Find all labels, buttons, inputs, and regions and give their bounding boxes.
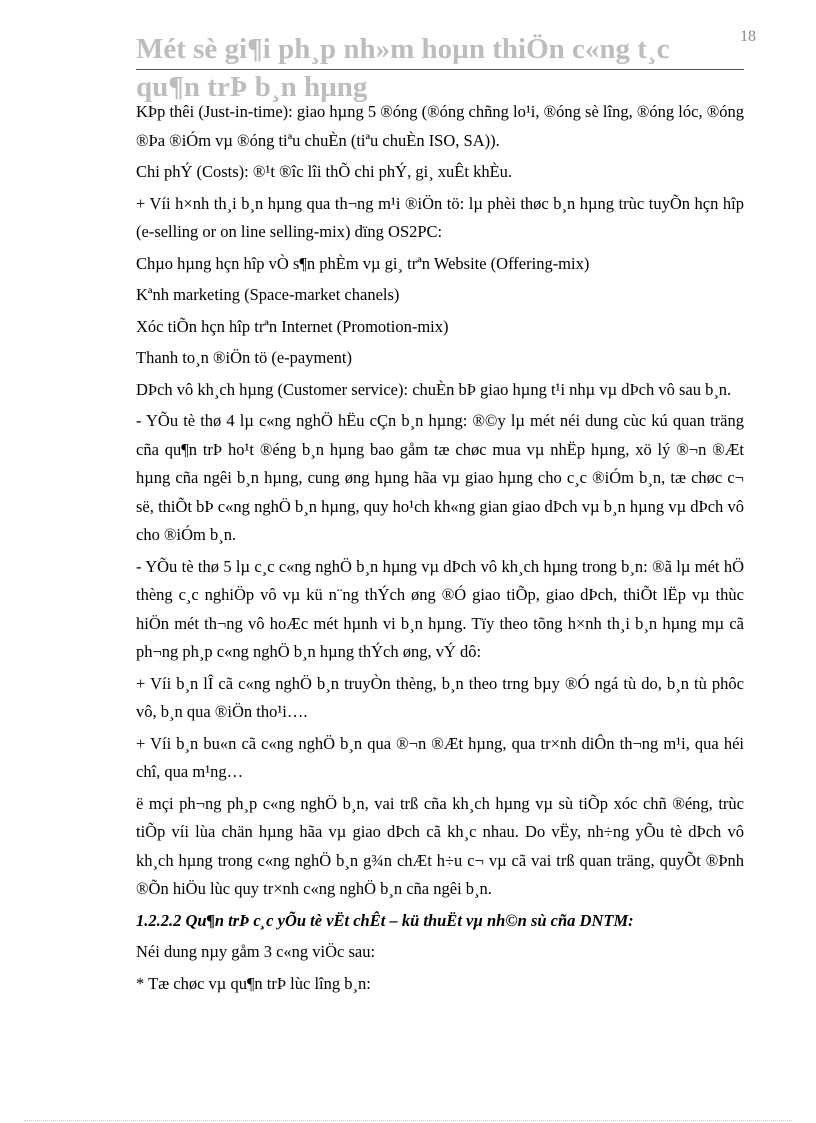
paragraph-promotion-mix: Xóc tiÕn hçn hîp trªn Internet (Promotion-mix) — [136, 316, 449, 336]
paragraph-e-commerce: + Víi h×nh th¸i b¸n hµng qua th¬ng m¹i ®iÖn tö: lµ phèi thøc b¸n hµng trùc tuyÕn hçn hîp (e-selling or on line selling-mix) dïng OS2PC: — [136, 193, 744, 241]
document-body — [136, 98, 744, 1001]
paragraph-sales-force: * Tæ chøc vµ qu¶n trÞ lùc lîng b¸n: — [136, 973, 371, 993]
header-rule — [136, 69, 744, 70]
paragraph-methods: ë mçi ph¬ng ph¸p c«ng nghÖ b¸n, vai trß cña kh¸ch hµng vµ sù tiÕp xóc chñ ®éng, trùc tiÕp víi lùa chän hµng hãa vµ giao dÞch cã kh¸c nhau. Do vËy, nh÷ng yÕu tè dÞch vô kh¸ch hµng trong c«ng nghÖ b¸n g¾n chÆt h÷u c¬ vµ cã vai trß quan träng, quyÕt ®Þnh ®Õn hiÖu lùc quy tr×nh c«ng nghÖ b¸n cña ngêi b¸n. — [136, 793, 744, 898]
paragraph-offering-mix: Chµo hµng hçn hîp vÒ s¶n phÈm vµ gi¸ trªn Website (Offering-mix) — [136, 253, 590, 273]
section-subheading: 1.2.2.2 Qu¶n trÞ c¸c yÕu tè vËt chÊt – kü thuËt vµ nh©n sù cña DNTM: — [136, 910, 634, 930]
header-title: Mét sè gi¶i ph¸p nh»m hoµn thiÖn c«ng t¸c qu¶n trÞ b¸n hµng — [136, 33, 670, 103]
paragraph-customer-service: DÞch vô kh¸ch hµng (Customer service): chuÈn bÞ giao hµng t¹i nhµ vµ dÞch vô sau b¸n. — [136, 379, 732, 399]
paragraph-factor-5: - YÕu tè thø 5 lµ c¸c c«ng nghÖ b¸n hµng vµ dÞch vô kh¸ch hµng trong b¸n: ®ã lµ mét hÖ thèng c¸c nghiÖp vô vµ kü n¨ng thÝch øng ®Ó giao tiÕp, giao dÞch, thiÕt lËp vµ thùc hiÖn mét th¬ng vô hoÆc mét hµnh vi b¸n hµng. Tïy theo tõng h×nh th¸i b¸n hµng mµ cã ph¬ng ph¸p c«ng nghÖ b¸n hµng thÝch øng, vÝ dô: — [136, 556, 744, 661]
page-number: 18 — [740, 28, 756, 45]
footer-rule — [24, 1120, 792, 1121]
paragraph-space-market: Kªnh marketing (Space-market chanels) — [136, 285, 400, 304]
paragraph-just-in-time: KÞp thêi (Just-in-time): giao hµng 5 ®óng (®óng chñng lo¹i, ®óng sè lîng, ®óng lóc, ®óng ®Þa ®iÓm vµ ®óng tiªu chuÈn (tiªu chuÈn ISO, SA)). — [136, 102, 744, 150]
paragraph-costs: Chi phÝ (Costs): ®¹t ®îc lîi thÕ chi phÝ, gi¸ xuÊt khÈu. — [136, 162, 513, 181]
paragraph-retail: + Víi b¸n lÎ cã c«ng nghÖ b¸n truyÒn thèng, b¸n theo trng bµy ®Ó ngá tù do, b¸n tù phôc vô, b¸n qua ®iÖn tho¹i…. — [136, 673, 744, 721]
paragraph-factor-4: - YÕu tè thø 4 lµ c«ng nghÖ hËu cÇn b¸n hµng: ®©y lµ mét néi dung cùc kú quan träng cña qu¶n trÞ ho¹t ®éng b¸n hµng bao gåm tæ chøc mua vµ nhËp hµng, xö lý ®¬n ®Æt hµng cña ngêi b¸n hµng, cung øng hµng hãa vµ giao hµng cho c¸c ®iÓm b¸n, tæ chøc c¬ së, thiÕt bÞ c«ng nghÖ b¸n hµng, quy ho¹ch kh«ng gian giao dÞch vµ b¸n hµng vµ dÞch vô cho ®iÓm b¸n. — [136, 411, 744, 544]
paragraph-contents: Néi dung nµy gåm 3 c«ng viÖc sau: — [136, 942, 376, 961]
paragraph-wholesale: + Víi b¸n bu«n cã c«ng nghÖ b¸n qua ®¬n ®Æt hµng, qua tr×nh diÔn th¬ng m¹i, qua héi chî, qua m¹ng… — [136, 733, 744, 781]
paragraph-e-payment: Thanh to¸n ®iÖn tö (e-payment) — [136, 348, 352, 367]
